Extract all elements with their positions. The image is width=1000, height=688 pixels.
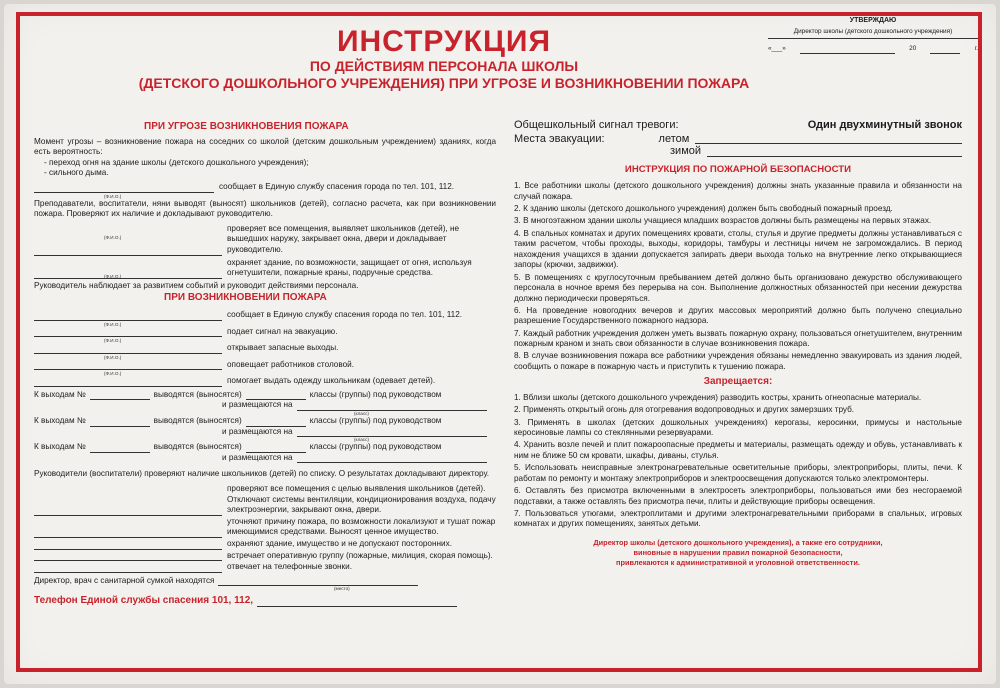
evac-summer-blank bbox=[695, 135, 962, 144]
fio-blank bbox=[34, 247, 222, 256]
exits-label: К выходам № bbox=[34, 442, 86, 452]
fio-blank bbox=[34, 328, 222, 337]
place-caption: (место) bbox=[334, 586, 350, 592]
evac-summer-row bbox=[514, 134, 962, 145]
fio-blank bbox=[34, 541, 222, 550]
fio-blank bbox=[34, 378, 222, 387]
ban-item: 3. Применять в школах (детских дошкольных учреждениях) керогазы, керосинки, примусы и настольные керосиновые лампы со стеклянными резервуарами. bbox=[514, 417, 962, 438]
check-rooms-text: проверяет все помещения, выявляет школьников (детей), не вышедших наружу, закрывает окна, двери и докладывает руководителю. bbox=[227, 223, 460, 254]
safety-rule: 7. Каждый работник учреждения должен уметь вызвать пожарную охрану, пользоваться огнетушителем, внутренним пожарным краном и знать свои обязанности в случае возникновения пожара. bbox=[514, 328, 962, 349]
ban-heading: Запрещается: bbox=[703, 375, 773, 387]
exits-place-row-1 bbox=[34, 400, 496, 411]
exit-number-blank bbox=[90, 444, 150, 453]
footer-line-3: привлекаются к административной и уголовной ответственности. bbox=[616, 557, 860, 567]
check-people-row bbox=[34, 484, 496, 516]
safety-rules bbox=[514, 181, 962, 372]
find-cause-text: уточняют причину пожара, по возможности локализуют и тушат пожар имеющимися средствами. Выносят ценное имущество. bbox=[227, 516, 496, 537]
fire-canteen-text: оповещает работников столовой. bbox=[227, 359, 355, 369]
fio-blank bbox=[34, 345, 222, 354]
fire-report-text: сообщает в Единую службу спасения города по тел. 101, 112. bbox=[227, 309, 463, 319]
ban-item: 6. Оставлять без присмотра включенными в электросеть электроприборы, пользоваться ими без несгораемой подставки, а также оставлять без присмотра печи, плиты и действующие приборы освещения. bbox=[514, 485, 962, 506]
fio-caption: (Ф.И.О.) bbox=[104, 354, 122, 360]
place-blank bbox=[297, 454, 487, 463]
approval-month-blank bbox=[800, 45, 895, 54]
leaders-check-text: Руководители (воспитатели) проверяют наличие школьников (детей) по списку. О результатах докладывают директору. bbox=[34, 469, 490, 479]
find-cause-row bbox=[34, 517, 496, 538]
director-doctor-row bbox=[34, 576, 496, 587]
exits-class: классы (группы) под руководством bbox=[309, 389, 442, 399]
fio-caption: (Ф.И.О.) bbox=[104, 193, 122, 199]
phone-blank bbox=[257, 598, 457, 607]
check-people-text: проверяют все помещения с целью выявления школьников (детей). Отключают системы вентиляции, кондиционирования воздуха, подачу электроэнергии, закрывают окна, двери. bbox=[227, 484, 496, 515]
ban-item: 5. Использовать неисправные электронагревательные осветительные приборы, электроприборы, плиты, печи. К работам по ремонту и монтажу электроприборов и электроосвещения допускаются только электромонтеры. bbox=[514, 463, 962, 483]
fire-canteen-row bbox=[34, 360, 496, 371]
meet-group-row bbox=[34, 551, 496, 562]
fire-clothes-row bbox=[34, 376, 496, 387]
fio-blank bbox=[34, 552, 222, 561]
class-caption: (класс) bbox=[354, 411, 369, 417]
threat-report-row bbox=[34, 182, 496, 193]
title-line-2: ПО ДЕЙСТВИЯМ ПЕРСОНАЛА ШКОЛЫ bbox=[309, 58, 579, 74]
evac-winter-blank bbox=[707, 148, 962, 157]
class-caption: (класс) bbox=[354, 437, 369, 443]
right-column bbox=[514, 120, 962, 568]
fire-clothes-text: помогает выдать одежду школьникам (одевает детей). bbox=[227, 376, 436, 386]
ban-list bbox=[514, 393, 962, 530]
exit-number-blank bbox=[90, 418, 150, 427]
fio-blank bbox=[34, 529, 222, 538]
safety-rule: 8. В случае возникновения пожара все работники учреждения обязаны немедленно эвакуировать из здания людей, сообщить о пожаре в пожарную часть и приступить к тушению пожара. bbox=[514, 351, 962, 372]
fire-signal-row bbox=[34, 327, 496, 338]
safety-heading: ИНСТРУКЦИЯ ПО ПОЖАРНОЙ БЕЗОПАСНОСТИ bbox=[624, 163, 852, 175]
approval-year-prefix: 20 bbox=[909, 45, 917, 53]
fio-caption: (Ф.И.О.) bbox=[104, 273, 122, 279]
ban-item: 4. Хранить возле печей и плит пожароопасные предметы и материалы, размещать одежду и обувь, устанавливать к ним не ближе 50 см кровати, шкафы, диваны, стулья. bbox=[514, 440, 962, 460]
alarm-value: Один двухминутный звонок bbox=[807, 119, 962, 131]
alarm-row bbox=[514, 120, 962, 131]
place-blank bbox=[218, 577, 418, 586]
fio-caption: (Ф.И.О.) bbox=[104, 321, 122, 327]
fire-exits-row bbox=[34, 343, 496, 354]
fire-heading: ПРИ ВОЗНИКНОВЕНИИ ПОЖАРА bbox=[164, 292, 327, 304]
exits-class: классы (группы) под руководством bbox=[309, 416, 442, 426]
approval-day: «___» bbox=[768, 45, 786, 53]
approval-position: Директор школы (детского дошкольного учреждения) bbox=[793, 27, 953, 35]
fire-report-row bbox=[34, 310, 496, 321]
threat-bullet-2: - сильного дыма. bbox=[44, 168, 109, 178]
exits-class: классы (группы) под руководством bbox=[309, 442, 442, 452]
left-column bbox=[34, 120, 496, 607]
phone-calls-row bbox=[34, 562, 496, 573]
safety-rule: 2. К зданию школы (детского дошкольного учреждения) должен быть свободный пожарный проезд. bbox=[514, 204, 893, 214]
director-doctor-text: Директор, врач с санитарной сумкой находятся bbox=[34, 575, 215, 585]
threat-heading: ПРИ УГРОЗЕ ВОЗНИКНОВЕНИЯ ПОЖАРА bbox=[144, 121, 349, 132]
fio-blank bbox=[34, 564, 222, 573]
approval-heading: УТВЕРЖДАЮ bbox=[849, 17, 897, 24]
approval-block bbox=[768, 16, 978, 54]
fio-caption: (Ф.И.О.) bbox=[104, 371, 122, 377]
class-blank bbox=[246, 391, 306, 400]
safety-rule: 1. Все работники школы (детского дошкольного учреждения) должны знать указанные правила и обязанности на случай пожара. bbox=[514, 181, 962, 201]
threat-intro: Момент угрозы – возникновение пожара на соседних со школой (детским дошкольным учреждением) зданиях, когда есть вероятность: bbox=[34, 136, 496, 157]
fio-blank bbox=[34, 184, 214, 193]
exits-row-1 bbox=[34, 390, 496, 401]
fio-caption: (Ф.И.О.) bbox=[104, 338, 122, 344]
evac-label: Места эвакуации: bbox=[514, 132, 605, 145]
safety-rule: 4. В спальных комнатах и других помещениях кровати, столы, стулья и другие предметы должны устанавливаться с таким расчетом, чтобы проходы, выходы, коридоры, тамбуры и лестницы ничем не загромождались. В период нахождения учащихся в здании допускается запирать двери выхода только на внутренние легко открывающиеся запоры (крючки, задвижки). bbox=[514, 228, 962, 270]
fio-blank bbox=[34, 361, 222, 370]
title-block bbox=[124, 26, 764, 92]
fire-exits-text: открывает запасные выходы. bbox=[227, 343, 339, 353]
threat-bullet-1: - переход огня на здание школы (детского дошкольного учреждения); bbox=[44, 157, 309, 167]
alarm-label: Общешкольный сигнал тревоги: bbox=[514, 119, 679, 131]
emergency-phone-text: Телефон Единой службы спасения 101, 112, bbox=[34, 595, 254, 607]
emergency-phone-row bbox=[34, 596, 496, 607]
fio-blank bbox=[34, 507, 222, 516]
class-blank bbox=[246, 444, 306, 453]
guards-building-text: охраняет здание, по возможности, защищает от огня, используя огнетушители, пожарные краны, подручные средства. bbox=[227, 257, 472, 278]
place-blank bbox=[297, 428, 487, 437]
evac-summer-label: летом bbox=[658, 132, 690, 145]
ban-item: 7. Пользоваться утюгами, электроплитами и другими электронагревательными приборами в спальных, игровых комнатах и других помещениях, занятых детьми. bbox=[514, 508, 962, 529]
title-line-3: (ДЕТСКОГО ДОШКОЛЬНОГО УЧРЕЖДЕНИЯ) ПРИ УГРОЗЕ И ВОЗНИКНОВЕНИИ ПОЖАРА bbox=[138, 75, 750, 91]
safety-rule: 5. В помещениях с круглосуточным пребыванием детей должно быть организовано дежурство обслуживающего персонала в ночное время без перерыва на сон. Выполнение должностных обязанностей при несении дежурства должно периодически проверяться. bbox=[514, 272, 962, 303]
exits-place-row-2 bbox=[34, 427, 496, 438]
safety-rule: 6. На проведение новогодних вечеров и других массовых мероприятий должно быть получено специально разрешение Государственного пожарного надзора. bbox=[514, 305, 962, 326]
exits-place: и размещаются на bbox=[222, 400, 293, 410]
page-title: ИНСТРУКЦИЯ bbox=[336, 25, 552, 58]
exits-label: К выходам № bbox=[34, 416, 86, 426]
meet-group-text: встречает оперативную группу (пожарные, милиция, скорая помощь). bbox=[227, 550, 493, 560]
guard-property-row bbox=[34, 539, 496, 550]
approval-year-blank bbox=[930, 45, 960, 54]
exits-led: выводятся (выносятся) bbox=[153, 389, 242, 399]
teachers-text: Преподаватели, воспитатели, няни выводят (выносят) школьников (детей), согласно расчета, как при возникновении пожара. Проверяют их наличие и докладывают руководителю. bbox=[34, 198, 496, 219]
threat-report-text: сообщает в Единую службу спасения города по тел. 101, 112. bbox=[219, 181, 455, 191]
manager-watch-text: Руководитель наблюдает за развитием событий и руководит действиями персонала. bbox=[34, 280, 359, 290]
liability-footer bbox=[514, 538, 962, 568]
evac-winter-row bbox=[514, 146, 962, 157]
fio-blank bbox=[34, 312, 222, 321]
footer-line-1: Директор школы (детского дошкольного учреждения), а также его сотрудники, bbox=[593, 537, 883, 547]
exits-led: выводятся (выносятся) bbox=[153, 442, 242, 452]
exits-place: и размещаются на bbox=[222, 452, 293, 462]
fire-signal-text: подает сигнал на эвакуацию. bbox=[227, 326, 338, 336]
exits-label: К выходам № bbox=[34, 389, 86, 399]
approval-year-suffix: г. bbox=[974, 45, 978, 53]
exits-place: и размещаются на bbox=[222, 426, 293, 436]
guard-property-text: охраняют здание, имущество и не допускают посторонних. bbox=[227, 539, 452, 548]
approval-date-row bbox=[768, 44, 978, 54]
fio-caption: (Ф.И.О.) bbox=[104, 234, 122, 240]
fio-blank bbox=[34, 270, 222, 279]
place-blank bbox=[297, 402, 487, 411]
sign-sheet bbox=[4, 4, 996, 684]
evac-winter-label: зимой bbox=[670, 145, 702, 158]
ban-item: 1. Вблизи школы (детского дошкольного учреждения) разводить костры, хранить огнеопасные материалы. bbox=[514, 393, 922, 403]
exits-row-2 bbox=[34, 416, 496, 427]
exit-number-blank bbox=[90, 391, 150, 400]
signature-line bbox=[768, 38, 978, 39]
exits-led: выводятся (выносятся) bbox=[153, 416, 242, 426]
ban-item: 2. Применять открытый огонь для отогревания водопроводных и других замерзших труб. bbox=[514, 405, 855, 415]
safety-rule: 3. В многоэтажном здании школы учащиеся младших возрастов должны быть размещены на первых этажах. bbox=[514, 216, 932, 226]
phone-calls-text: отвечает на телефонные звонки. bbox=[227, 562, 352, 572]
exits-place-row-3 bbox=[34, 453, 496, 464]
class-blank bbox=[246, 418, 306, 427]
check-rooms-row bbox=[34, 224, 496, 256]
footer-line-2: виновные в нарушении правил пожарной безопасности, bbox=[633, 547, 843, 557]
exits-row-3 bbox=[34, 442, 496, 453]
